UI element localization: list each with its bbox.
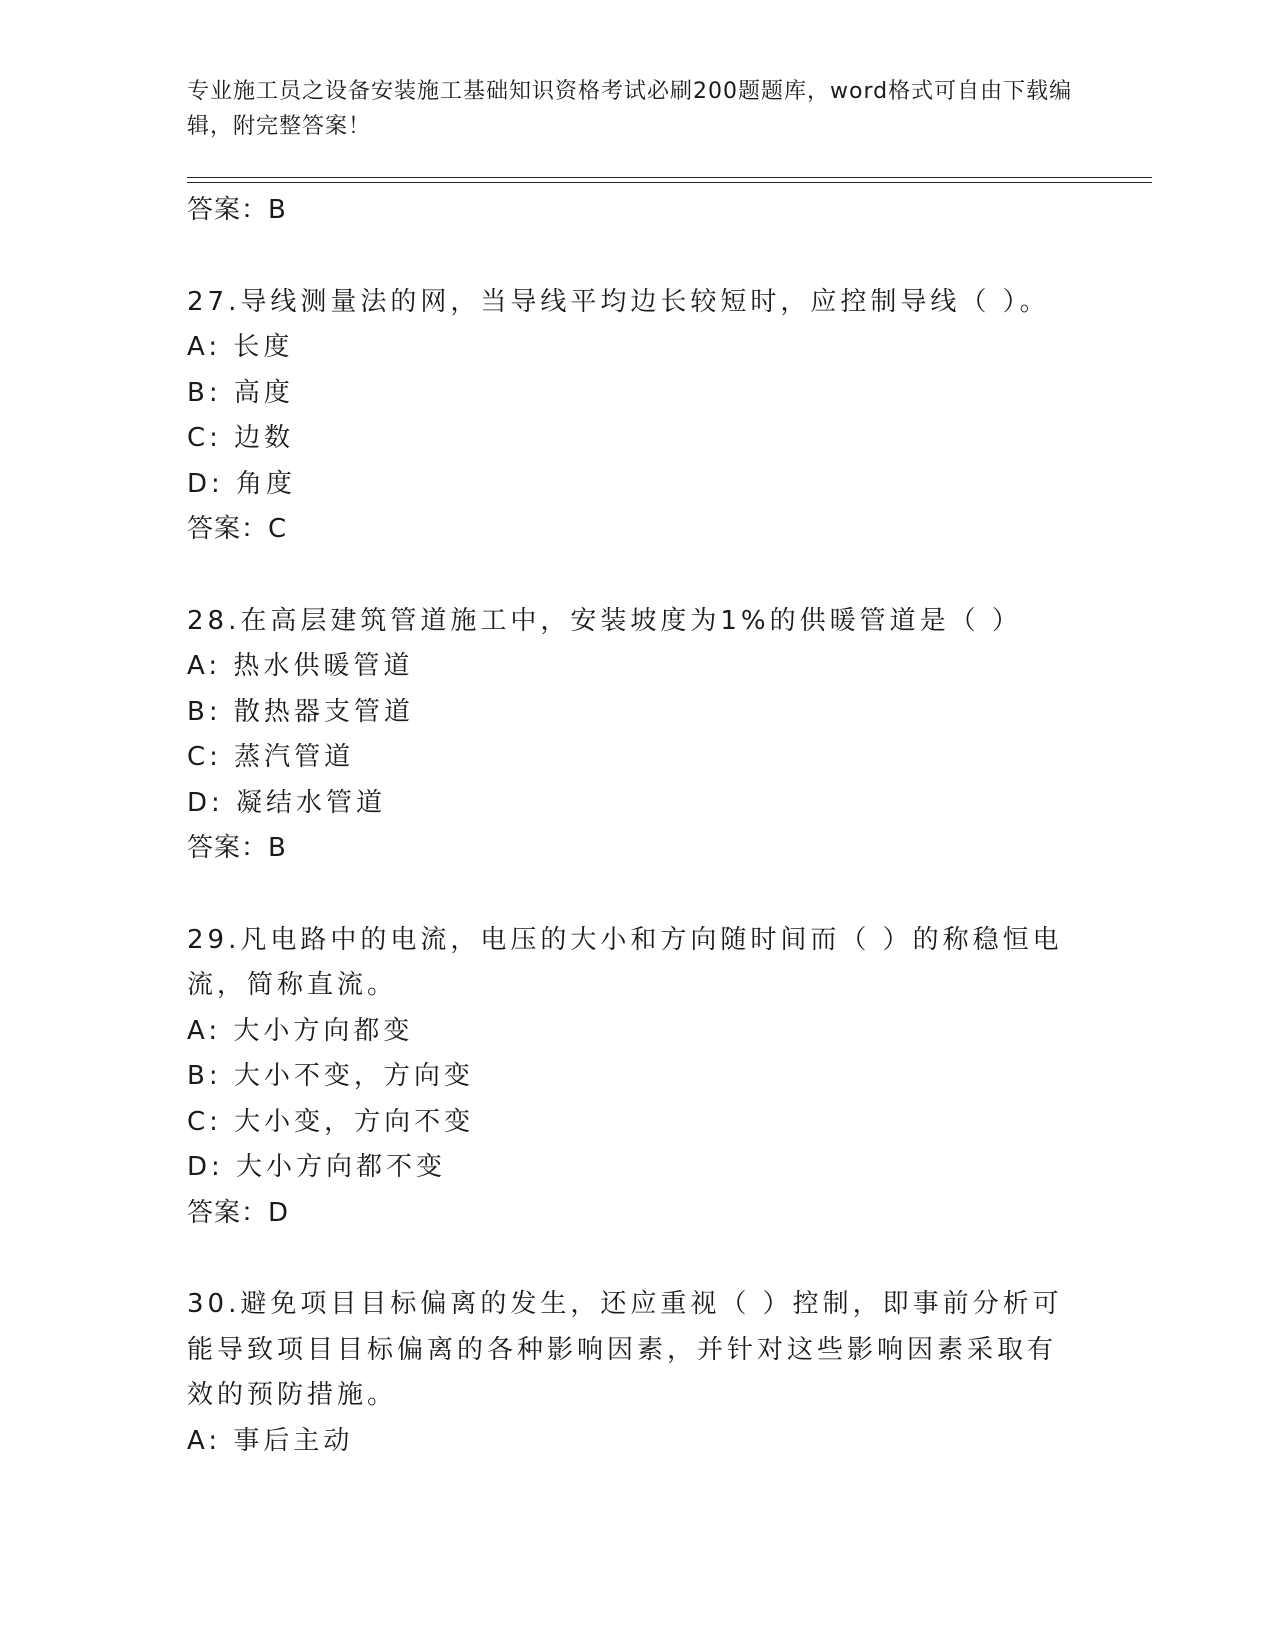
question-text: 30.避免项目目标偏离的发生，还应重视（ ）控制，即事前分析可能导致项目目标偏离的各种影响因素，并针对这些影响因素采取有效的预防措施。 [187, 1289, 1063, 1410]
option-line: A: 热水供暖管道 [187, 651, 414, 681]
option-line: D: 凝结水管道 [187, 787, 387, 818]
option-line: B: 散热器支管道 [187, 696, 414, 727]
option-line: A: 事后主动 [187, 1425, 354, 1456]
question-text: 29.凡电路中的电流，电压的大小和方向随时间而（ ）的称稳恒电流，简称直流。 [187, 924, 1063, 1000]
answer-line: 答案：D [187, 1197, 290, 1228]
option-line: C: 大小变，方向不变 [187, 1106, 475, 1137]
option-line: B: 高度 [187, 377, 294, 408]
document-header: 专业施工员之设备安装施工基础知识资格考试必刷200题题库，word格式可自由下载编辑，附完整答案！ [187, 79, 1073, 139]
option-line: B: 大小不变，方向变 [187, 1061, 474, 1091]
answer-line: 答案：B [187, 195, 287, 225]
question-text: 28.在高层建筑管道施工中，安装坡度为1%的供暖管道是（ ） [187, 605, 1022, 636]
option-line: C: 边数 [187, 423, 295, 453]
option-line: D: 大小方向都不变 [187, 1152, 447, 1182]
question-block [187, 280, 1067, 553]
option-line: A: 长度 [187, 332, 294, 362]
option-line: C: 蒸汽管道 [187, 742, 355, 772]
question-text: 27.导线测量法的网，当导线平均边长较短时，应控制导线（ ）。 [187, 286, 1050, 317]
answer-line: 答案：C [187, 514, 288, 544]
question-block [187, 1282, 1067, 1464]
answer-line: 答案：B [187, 833, 287, 863]
question-block [187, 918, 1067, 1237]
header-rule-top [187, 177, 1152, 178]
option-line: A: 大小方向都变 [187, 1015, 414, 1046]
document-body [187, 188, 1067, 1464]
question-block [187, 599, 1067, 872]
header-rule-bottom [187, 182, 1152, 183]
option-line: D: 角度 [187, 468, 297, 499]
